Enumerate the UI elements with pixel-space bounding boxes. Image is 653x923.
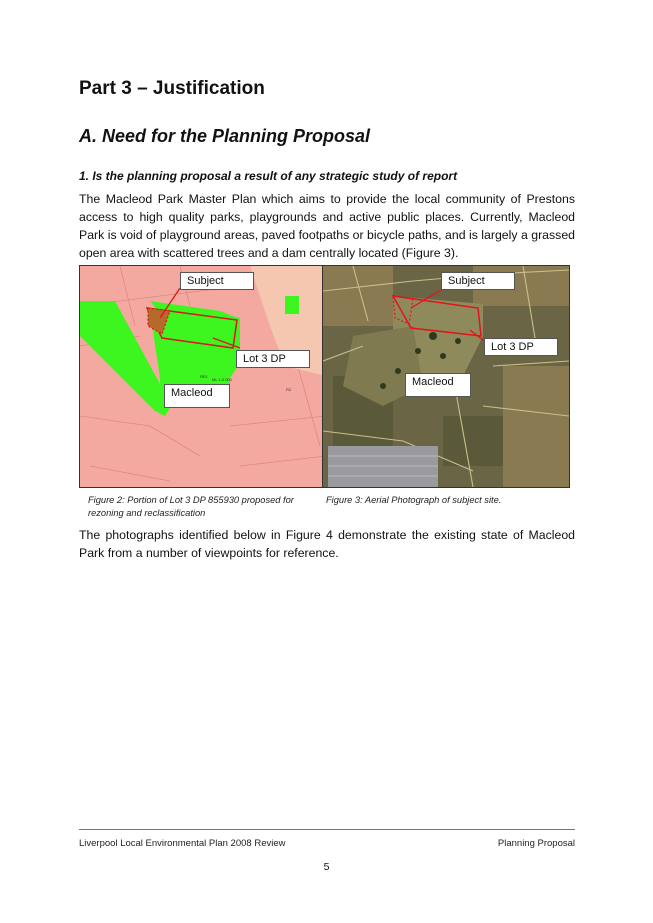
zoning-map-figure bbox=[79, 265, 327, 488]
footer-left: Liverpool Local Environmental Plan 2008 Review bbox=[79, 838, 286, 849]
page-number: 5 bbox=[323, 861, 330, 873]
svg-text:ML 1:0 000: ML 1:0 000 bbox=[212, 377, 232, 382]
zoning-map-image bbox=[80, 266, 326, 487]
intro-paragraph: The Macleod Park Master Plan which aims to provide the local community of Prestons access to high quality parks, playgrounds and active public places. Currently, Macleod Park is void of playground areas, paved footpaths or bicycle paths, and is largely a grassed open area with scattered trees and a dam centrally located (Figure 3). bbox=[79, 192, 575, 260]
lot-callout: Lot 3 DP bbox=[236, 350, 310, 368]
aerial-photo-figure bbox=[322, 265, 570, 488]
subject-callout: Subject bbox=[441, 272, 515, 290]
section-heading: A. Need for the Planning Proposal bbox=[79, 126, 371, 146]
svg-text:RE1: RE1 bbox=[200, 374, 208, 379]
figure-3-caption: Figure 3: Aerial Photograph of subject site. bbox=[326, 495, 502, 505]
figure-2-caption: Figure 2: Portion of Lot 3 DP 855930 proposed for rezoning and reclassification bbox=[88, 495, 294, 518]
lot-callout: Lot 3 DP bbox=[484, 338, 558, 356]
footer-divider bbox=[79, 829, 575, 830]
park-callout: Macleod bbox=[405, 373, 471, 397]
question-heading: 1. Is the planning proposal a result of any strategic study of report bbox=[79, 169, 458, 183]
subject-callout: Subject bbox=[180, 272, 254, 290]
svg-text:R2: R2 bbox=[286, 387, 292, 392]
page-heading: Part 3 – Justification bbox=[79, 78, 265, 99]
photos-paragraph: The photographs identified below in Figure 4 demonstrate the existing state of Macleod Park from a number of viewpoints for reference. bbox=[79, 528, 575, 560]
park-callout: Macleod bbox=[164, 384, 230, 408]
footer-right: Planning Proposal bbox=[497, 838, 575, 849]
